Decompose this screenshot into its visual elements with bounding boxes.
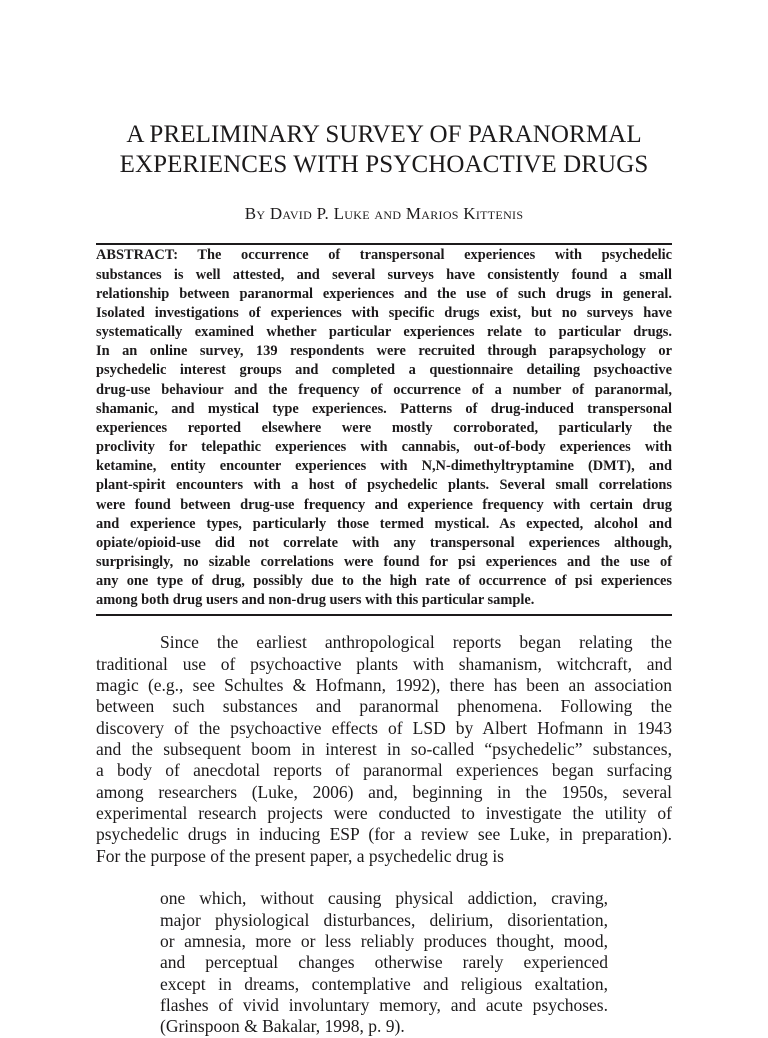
author-byline: By David P. Luke and Marios Kittenis (244, 204, 524, 223)
abstract-bottom-rule (96, 614, 672, 616)
body-line: psychedelic drugs in inducing ESP (for a review see Luke, in preparation). (96, 824, 672, 845)
quote-line: flashes of vivid involuntary memory, and acute psychoses. (160, 995, 608, 1016)
abstract (96, 246, 672, 610)
body-line: traditional use of psychoactive plants with shamanism, witchcraft, and (96, 653, 672, 674)
body-line: a body of anecdotal reports of paranormal experiences began surfacing (96, 760, 672, 781)
abstract-line: among both drug users and non-drug users with this particular sample. (96, 592, 535, 609)
abstract-line: psychedelic interest groups and completed a questionnaire detailing psychoactive (96, 362, 672, 379)
body-line: and the subsequent boom in interest in so-called “psychedelic” substances, (96, 739, 672, 760)
quote-line: except in dreams, contemplative and religious exaltation, (160, 973, 608, 994)
abstract-line: were found between drug-use frequency and experience frequency with certain drug (96, 496, 672, 513)
quote-line: and perceptual changes otherwise rarely experienced (160, 952, 608, 973)
abstract-line: substances is well attested, and several surveys have consistently found a small (96, 266, 672, 283)
abstract-line: opiate/opioid-use did not correlate with any transpersonal experiences although, (96, 534, 672, 551)
abstract-line: In an online survey, 139 respondents were recruited through parapsychology or (96, 343, 672, 360)
quote-line: or amnesia, more or less reliably produces thought, mood, (160, 931, 608, 952)
abstract-line: surprisingly, no sizable correlations were found for psi experiences and the use of (96, 554, 672, 571)
abstract-line: and experience types, particularly those termed mystical. As expected, alcohol and (96, 515, 672, 532)
body-line: magic (e.g., see Schultes & Hofmann, 1992), there has been an association (96, 675, 672, 696)
abstract-line: relationship between paranormal experiences and the use of such drugs in general. (96, 285, 672, 302)
paper-title (0, 120, 768, 180)
abstract-line: proclivity for telepathic experiences with cannabis, out-of-body experiences with (96, 439, 672, 456)
title-line: A PRELIMINARY SURVEY OF PARANORMAL (126, 121, 642, 148)
body-line: experimental research projects were conducted to investigate the utility of (96, 803, 672, 824)
abstract-line: any one type of drug, possibly due to the high rate of occurrence of psi experiences (96, 573, 672, 590)
abstract-line: shamanic, and mystical type experiences. Patterns of drug-induced transpersonal (96, 400, 672, 417)
body-paragraph (96, 632, 672, 867)
abstract-line: ketamine, entity encounter experiences with N,N-dimethyltryptamine (DMT), and (96, 458, 672, 475)
abstract-line (96, 246, 672, 265)
quote-line: one which, without causing physical addiction, craving, (160, 888, 608, 909)
abstract-line: plant-spirit encounters with a host of psychedelic plants. Several small correlations (96, 477, 672, 494)
abstract-line: experiences reported elsewhere were mostly corroborated, particularly the (96, 419, 672, 436)
abstract-line: systematically examined whether particular experiences relate to particular drugs. (96, 324, 672, 341)
body-line: discovery of the psychoactive effects of LSD by Albert Hofmann in 1943 (96, 717, 672, 738)
title-line: EXPERIENCES WITH PSYCHOACTIVE DRUGS (119, 151, 649, 178)
quote-line: major physiological disturbances, delirium, disorientation, (160, 909, 608, 930)
abstract-line: drug-use behaviour and the frequency of occurrence of a number of paranormal, (96, 381, 672, 398)
abstract-line: Isolated investigations of experiences with specific drugs exist, but no surveys have (96, 304, 672, 321)
body-line: Since the earliest anthropological reports began relating the (160, 632, 672, 653)
abstract-label: ABSTRACT: (96, 247, 179, 264)
abstract-top-rule (96, 243, 672, 245)
body-line: For the purpose of the present paper, a psychedelic drug is (96, 845, 504, 866)
abstract-line-text: The occurrence of transpersonal experiences with psychedelic (197, 247, 672, 264)
body-line: among researchers (Luke, 2006) and, beginning in the 1950s, several (96, 781, 672, 802)
body-line: between such substances and paranormal phenomena. Following the (96, 696, 672, 717)
block-quote (160, 888, 608, 1037)
quote-citation: (Grinspoon & Bakalar, 1998, p. 9). (160, 1016, 405, 1037)
